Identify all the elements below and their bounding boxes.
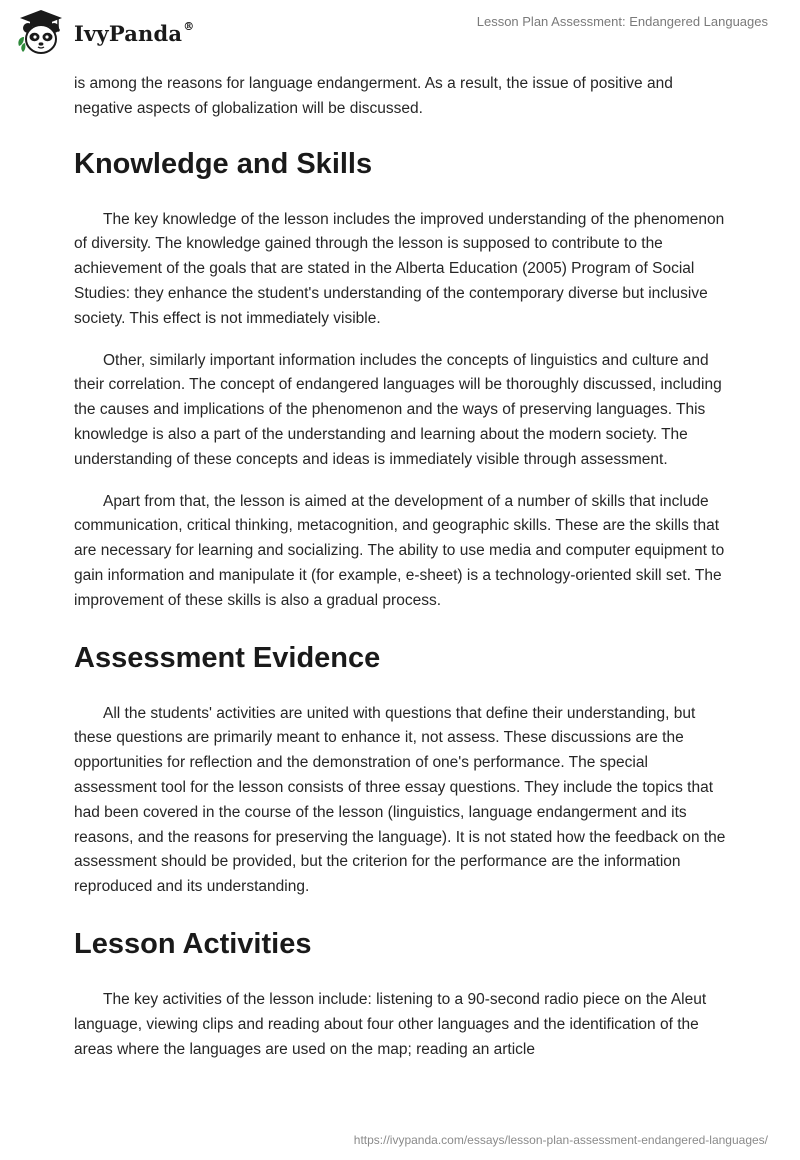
panda-graduate-icon — [16, 8, 66, 56]
source-url-link[interactable]: https://ivypanda.com/essays/lesson-plan-assessment-endangered-languages/ — [353, 1133, 768, 1147]
section-heading-lesson-activities: Lesson Activities — [74, 927, 312, 960]
activities-paragraph-1: The key activities of the lesson include: listening to a 90-second radio piece on the Aleut language, viewing clips and reading about four other languages and the identification of the areas where the languages are used on the map; reading an article — [74, 990, 707, 1058]
brand-name: IvyPanda® — [74, 19, 195, 46]
knowledge-paragraph-3: Apart from that, the lesson is aimed at the development of a number of skills that include communication, critical thinking, metacognition, and geographic skills. These are the skills that are necessary for learning and socializing. The ability to use media and computer equipment to gain information and manipulate it (for example, e-sheet) is a technology-oriented skill set. The improvement of these skills is also a gradual process. — [74, 492, 725, 609]
section-heading-knowledge-skills: Knowledge and Skills — [74, 147, 373, 180]
knowledge-paragraph-1: The key knowledge of the lesson includes the improved understanding of the phenomenon of diversity. The knowledge gained through the lesson is supposed to contribute to the achievement of the goals that are stated in the Alberta Education (2005) Program of Social Studies: they enhance the student's understanding of the contemporary diverse but inclusive society. This effect is not immediately visible. — [74, 210, 725, 327]
ivypanda-logo[interactable] — [16, 8, 194, 56]
article-body — [74, 72, 734, 1062]
knowledge-paragraph-2: Other, similarly important information includes the concepts of linguistics and culture and their correlation. The concept of endangered languages will be thoroughly discussed, including the causes and implications of the phenomenon and the ways of preserving languages. This knowledge is also a part of the understanding and learning about the modern society. The understanding of these concepts and ideas is immediately visible through assessment. — [74, 351, 722, 468]
assessment-paragraph-1: All the students' activities are united with questions that define their understanding, but these questions are primarily meant to enhance it, not assess. These discussions are the opportunities for reflection and the demonstration of one's performance. The special assessment tool for the lesson consists of three essay questions. They include the topics that had been covered in the course of the lesson (linguistics, language endangerment and its reasons, and the reasons for preserving the language). It is not stated how the feedback on the assessment should be provided, but the criterion for the performance are the information reproduced and its understanding. — [74, 704, 726, 896]
intro-paragraph: is among the reasons for language endangerment. As a result, the issue of positive and negative aspects of globalization will be discussed. — [74, 75, 673, 117]
section-heading-assessment-evidence: Assessment Evidence — [74, 641, 381, 674]
registered-mark: ® — [183, 19, 195, 33]
page-title: Lesson Plan Assessment: Endangered Languages — [476, 14, 768, 29]
page-header — [0, 0, 800, 64]
